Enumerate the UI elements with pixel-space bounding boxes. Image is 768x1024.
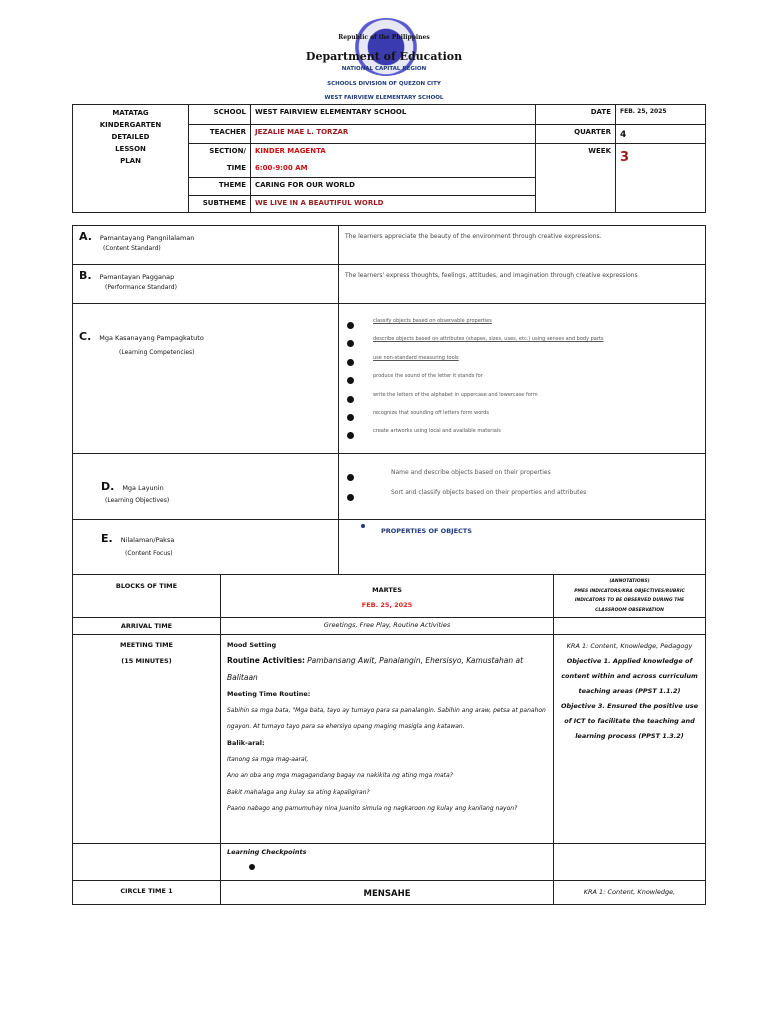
competency-item: create artworks using local and available materials <box>345 426 699 444</box>
schedule-table <box>72 574 706 905</box>
content-standard-text: The learners appreciate the beauty of the environment through creative expressions. <box>339 226 706 265</box>
section-label: SECTION/ <box>189 144 251 161</box>
subtheme-value: WE LIVE IN A BEAUTIFUL WORLD <box>251 196 536 213</box>
blocks-header: BLOCKS OF TIME <box>73 575 221 618</box>
theme-value: CARING FOR OUR WORLD <box>251 178 536 196</box>
performance-standard-label: B. Pamantayan Pagganap (Performance Standard) <box>73 265 339 304</box>
standards-table <box>72 225 706 575</box>
teacher-value: JEZALIE MAE L. TORZAR <box>251 125 536 144</box>
meeting-annotations: KRA 1: Content, Knowledge, Pedagogy Objective 1. Applied knowledge of content within and across curriculum teaching areas (PPST 1.1.2) Objective 3. Ensured the positive use of ICT to facilitate the teaching and learning process (PPST 1.3.2) <box>554 635 706 844</box>
content-focus-label: E. Nilalaman/Paksa (Content Focus) <box>73 520 339 575</box>
time-label: TIME <box>189 161 251 178</box>
circle-annotation: KRA 1: Content, Knowledge, <box>554 881 706 905</box>
empty-cell <box>73 844 221 881</box>
competency-item: recognize that sounding off letters form words <box>345 408 699 426</box>
meeting-label: MEETING TIME (15 MINUTES) <box>73 635 221 844</box>
objective-item: Name and describe objects based on their properties <box>345 468 699 488</box>
school-heading: WEST FAIRVIEW ELEMENTARY SCHOOL <box>324 95 444 101</box>
arrival-label: ARRIVAL TIME <box>73 618 221 635</box>
quarter-label: QUARTER <box>536 125 616 144</box>
competency-item: use non-standard measuring tools <box>345 353 699 371</box>
department-title: Department of Education <box>305 50 463 63</box>
empty-cell <box>554 618 706 635</box>
date-value: FEB. 25, 2025 <box>616 105 706 125</box>
section-value: KINDER MAGENTA <box>251 144 536 161</box>
school-value: WEST FAIRVIEW ELEMENTARY SCHOOL <box>251 105 536 125</box>
objectives-list <box>339 454 706 520</box>
performance-standard-text: The learners' express thoughts, feelings, attitudes, and imagination through creative expressions <box>339 265 706 304</box>
circle-time-text: MENSAHE <box>221 881 554 905</box>
empty-cell <box>554 844 706 881</box>
theme-label: THEME <box>189 178 251 196</box>
competency-item: produce the sound of the letter it stands for <box>345 371 699 389</box>
arrival-text: Greetings, Free Play, Routine Activities <box>221 618 554 635</box>
meeting-content: Mood Setting Routine Activities: Pambansang Awit, Panalangin, Ehersisyo, Kamustahan at Balitaan Meeting Time Routine: Sabihin sa mga bata, "Mga bata, tayo ay tumayo para sa panalangin. Sabihin ang araw, petsa at panahon ngayon. At tumayo tayo para sa ehersiyo upang maging masigla ang katawan. Balik-aral: Itanong sa mga mag-aaral, Ano an oba ang mga magagandang bagay na nakikita ng ating mga mata? Bakit mahalaga ang kulay sa ating kapaligiran? Paano nabago ang pamumuhay nina Juanito simula ng nagkaroon ng kulay ang kanilang nayon? <box>221 635 554 844</box>
time-value: 6:00-9:00 AM <box>251 161 536 178</box>
competencies-list <box>339 304 706 454</box>
circle-time-label: CIRCLE TIME 1 <box>73 881 221 905</box>
quarter-value: 4 <box>616 125 706 144</box>
subtheme-label: SUBTHEME <box>189 196 251 213</box>
competency-item: classify objects based on observable properties <box>345 316 699 334</box>
lesson-info-table <box>72 104 706 213</box>
content-standard-label: A. Pamantayang Pangnilalaman (Content Standard) <box>73 226 339 265</box>
date-label: DATE <box>536 105 616 125</box>
annotations-header: (ANNOTATIONS) PMES INDICATORS/KRA OBJECTIVES/RUBRIC INDICATORS TO BE OBSERVED DURING THE CLASSROOM OBSERVATION <box>554 575 706 618</box>
week-label: WEEK <box>536 144 616 213</box>
republic-text: Republic of the Philippines <box>338 34 430 41</box>
week-value: 3 <box>616 144 706 213</box>
objective-item: Sort and classify objects based on their properties and attributes <box>345 488 699 506</box>
content-focus-value: PROPERTIES OF OBJECTS <box>339 520 706 575</box>
day-header: MARTES FEB. 25, 2025 <box>221 575 554 618</box>
school-label: SCHOOL <box>189 105 251 125</box>
learning-checkpoints: Learning Checkpoints <box>221 844 554 881</box>
teacher-label: TEACHER <box>189 125 251 144</box>
competency-item: write the letters of the alphabet in uppercase and lowercase form <box>345 390 699 408</box>
objectives-label: D. Mga Layunin (Learning Objectives) <box>73 454 339 520</box>
region-text: NATIONAL CAPITAL REGION <box>341 66 427 72</box>
competency-item: describe objects based on attributes (shapes, sizes, uses, etc.) using senses and body parts <box>345 334 699 352</box>
division-text: SCHOOLS DIVISION OF QUEZON CITY <box>327 81 441 87</box>
plan-type-label: MATATAG KINDERGARTEN DETAILED LESSON PLAN <box>73 105 189 213</box>
competencies-label: C. Mga Kasanayang Pampagkatuto (Learning Competencies) <box>73 304 339 454</box>
